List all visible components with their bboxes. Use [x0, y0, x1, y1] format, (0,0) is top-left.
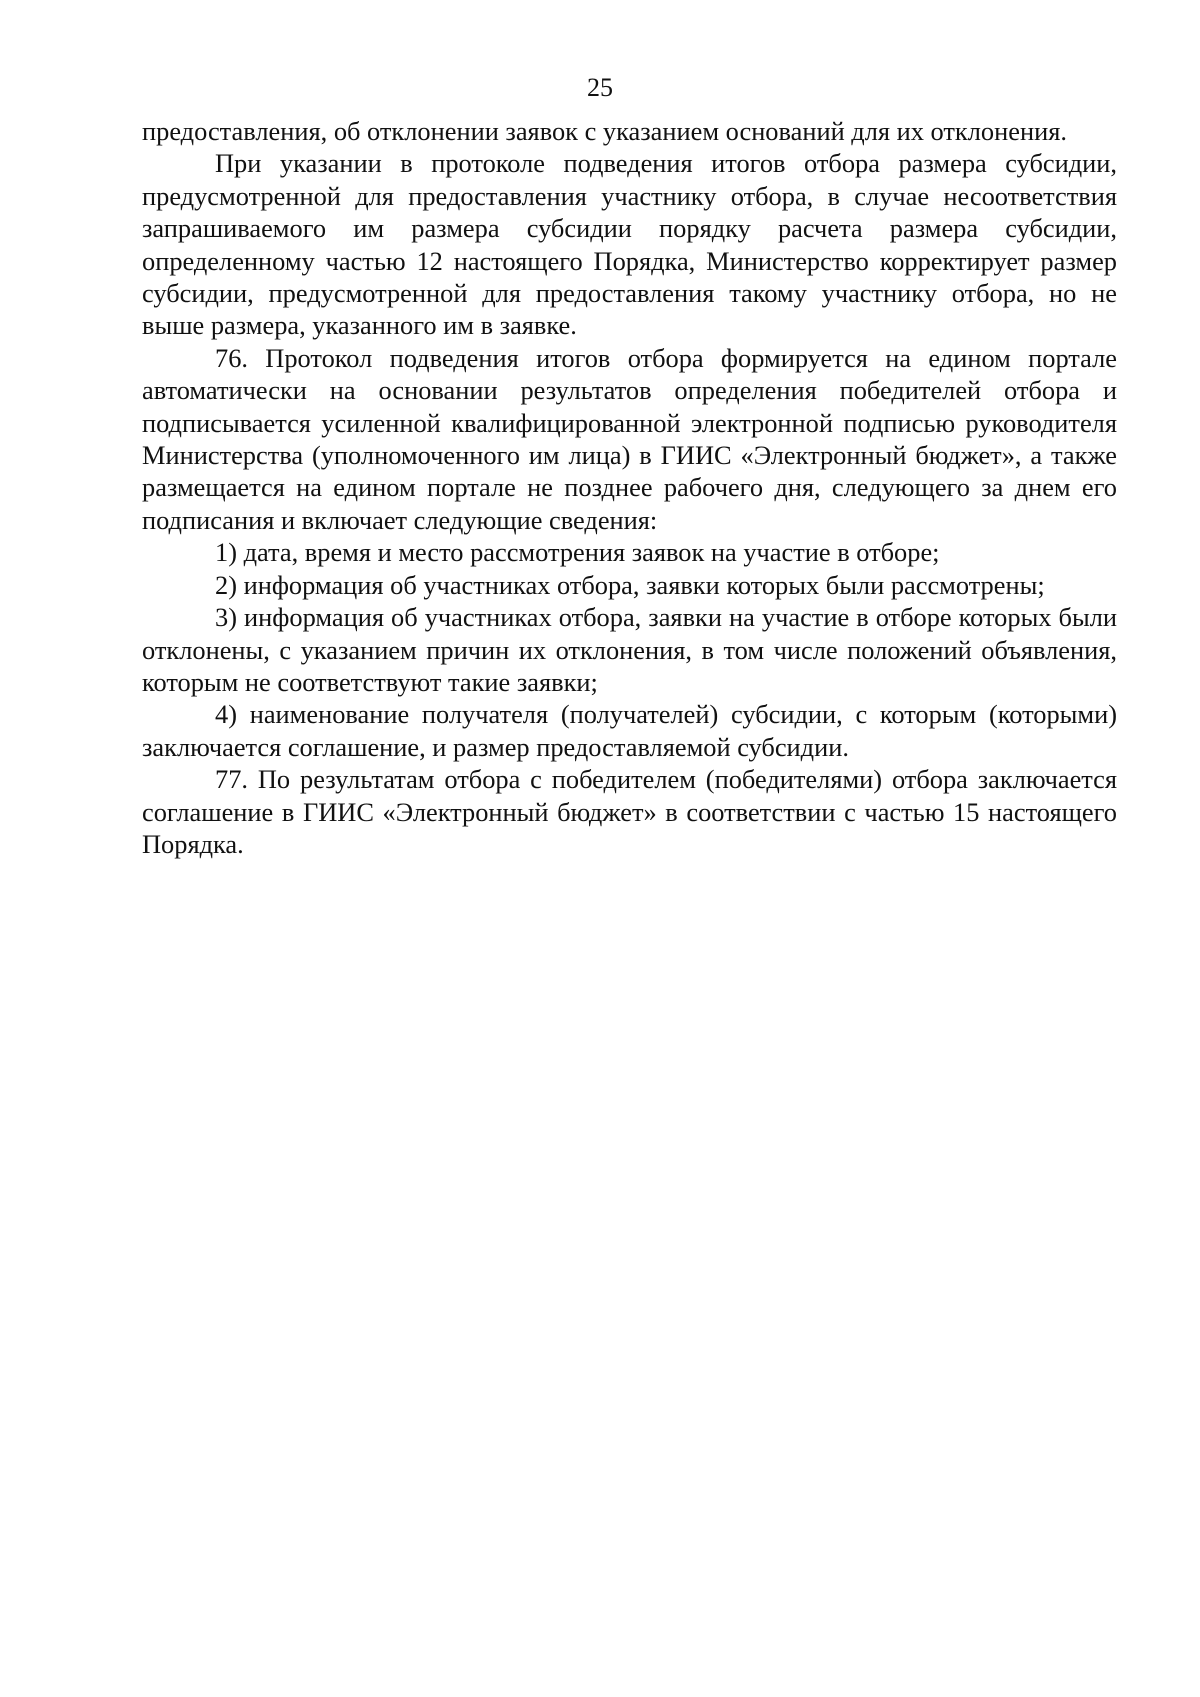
list-item-4-recipient-name: 4) наименование получателя (получателей) субсидии, с которым (которыми) заключается соглашение, и размер предоставляемой субсидии.	[142, 699, 1117, 762]
list-item-3-rejected-participants: 3) информация об участниках отбора, заявки на участие в отборе которых были отклонены, с указанием причин их отклонения, в том числе положений объявления, которым не соответствуют такие заявки;	[142, 602, 1117, 697]
paragraph-76-protocol: 76. Протокол подведения итогов отбора формируется на едином портале автоматически на основании результатов определения победителей отбора и подписывается усиленной квалифицированной электронной подписью руководителя Министерства (уполномоченного им лица) в ГИИС «Электронный бюджет», а также размещается на едином портале не позднее рабочего дня, следующего за днем его подписания и включает следующие сведения:	[142, 342, 1117, 535]
list-item-2-considered-participants: 2) информация об участниках отбора, заявки которых были рассмотрены;	[215, 569, 1045, 600]
list-item-1-date-time-place: 1) дата, время и место рассмотрения заявок на участие в отборе;	[215, 537, 940, 568]
paragraph-continuation: предоставления, об отклонении заявок с указанием оснований для их отклонения.	[142, 116, 1067, 146]
document-body	[142, 115, 1117, 860]
page-number: 25	[587, 73, 613, 102]
paragraph-77-agreement: 77. По результатам отбора с победителем (победителями) отбора заключается соглашение в ГИИС «Электронный бюджет» в соответствии с частью 15 настоящего Порядка.	[142, 764, 1117, 859]
paragraph-subsidy-correction: При указании в протоколе подведения итогов отбора размера субсидии, предусмотренной для предоставления участнику отбора, в случае несоответствия запрашиваемого им размера субсидии порядку расчета размера субсидии, определенному частью 12 настоящего Порядка, Министерство корректирует размер субсидии, предусмотренной для предоставления такому участнику отбора, но не выше размера, указанного им в заявке.	[142, 148, 1117, 341]
